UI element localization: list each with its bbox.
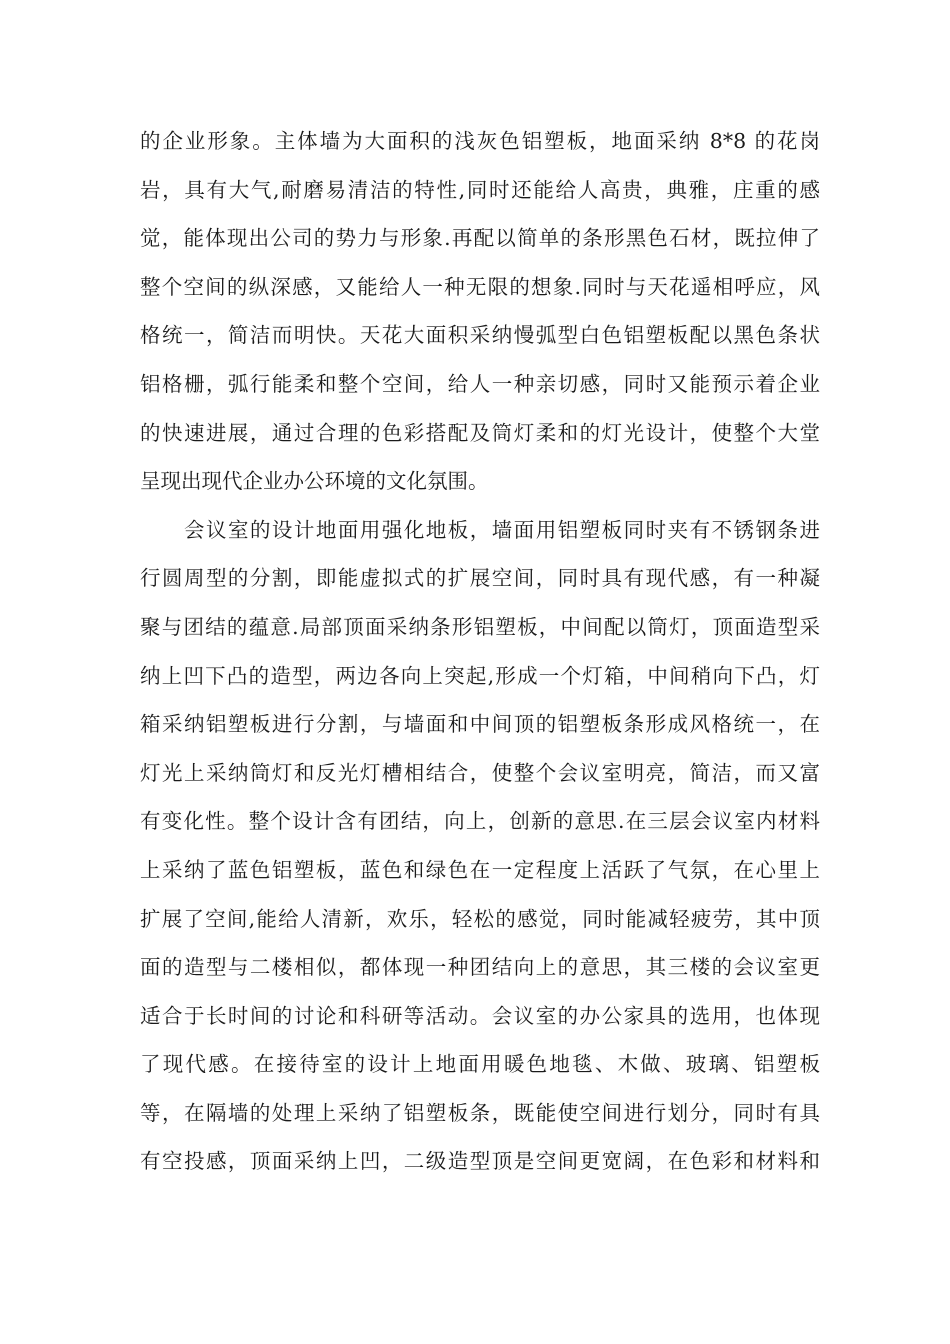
text-line: 有空投感，顶面采纳上凹，二级造型顶是空间更宽阔，在色彩和材料和 [140, 1149, 820, 1174]
text-line: 有变化性。整个设计含有团结，向上，创新的意思.在三层会议室内材料 [140, 809, 820, 834]
text-line: 上采纳了蓝色铝塑板，蓝色和绿色在一定程度上活跃了气氛，在心里上 [140, 857, 820, 882]
paragraph-lobby [140, 117, 820, 506]
text-line: 面的造型与二楼相似，都体现一种团结向上的意思，其三楼的会议室更 [140, 955, 820, 980]
text-line: 灯光上采纳筒灯和反光灯槽相结合，使整个会议室明亮，简洁，而又富 [140, 760, 820, 785]
text-line: 行圆周型的分割，即能虚拟式的扩展空间，同时具有现代感，有一种凝 [140, 566, 820, 591]
text-line: 格统一，简洁而明快。天花大面积采纳慢弧型白色铝塑板配以黑色条状 [140, 323, 820, 348]
text-line: 适合于长时间的讨论和科研等活动。会议室的办公家具的选用，也体现 [140, 1003, 820, 1028]
text-line: 呈现出现代企业办公环境的文化氛围。 [140, 469, 489, 494]
text-line: 扩展了空间,能给人清新，欢乐，轻松的感觉，同时能减轻疲劳，其中顶 [140, 906, 820, 931]
text-line: 整个空间的纵深感，又能给人一种无限的想象.同时与天花遥相呼应，风 [140, 274, 820, 299]
paragraph-meeting-room [140, 506, 820, 1186]
text-line: 等，在隔墙的处理上采纳了铝塑板条，既能使空间进行划分，同时有具 [140, 1100, 820, 1125]
text-line: 聚与团结的蕴意.局部顶面采纳条形铝塑板，中间配以筒灯，顶面造型采 [140, 614, 820, 639]
text-line: 箱采纳铝塑板进行分割，与墙面和中间顶的铝塑板条形成风格统一，在 [140, 712, 820, 737]
text-line: 铝格栅，弧行能柔和整个空间，给人一种亲切感，同时又能预示着企业 [140, 371, 820, 396]
text-line: 会议室的设计地面用强化地板，墙面用铝塑板同时夹有不锈钢条进 [184, 517, 820, 542]
text-line: 觉，能体现出公司的势力与形象.再配以简单的条形黑色石材，既拉伸了 [140, 226, 820, 251]
text-line: 纳上凹下凸的造型，两边各向上突起,形成一个灯箱，中间稍向下凸，灯 [140, 663, 820, 688]
text-line: 岩，具有大气,耐磨易清洁的特性,同时还能给人高贵，典雅，庄重的感 [140, 177, 820, 202]
text-line: 了现代感。在接待室的设计上地面用暖色地毯、木做、玻璃、铝塑板 [140, 1052, 820, 1077]
text-line: 的快速进展，通过合理的色彩搭配及筒灯柔和的灯光设计，使整个大堂 [140, 420, 820, 445]
body-text [140, 117, 820, 1186]
text-line: 的企业形象。主体墙为大面积的浅灰色铝塑板，地面采纳 8*8 的花岗 [140, 129, 820, 153]
